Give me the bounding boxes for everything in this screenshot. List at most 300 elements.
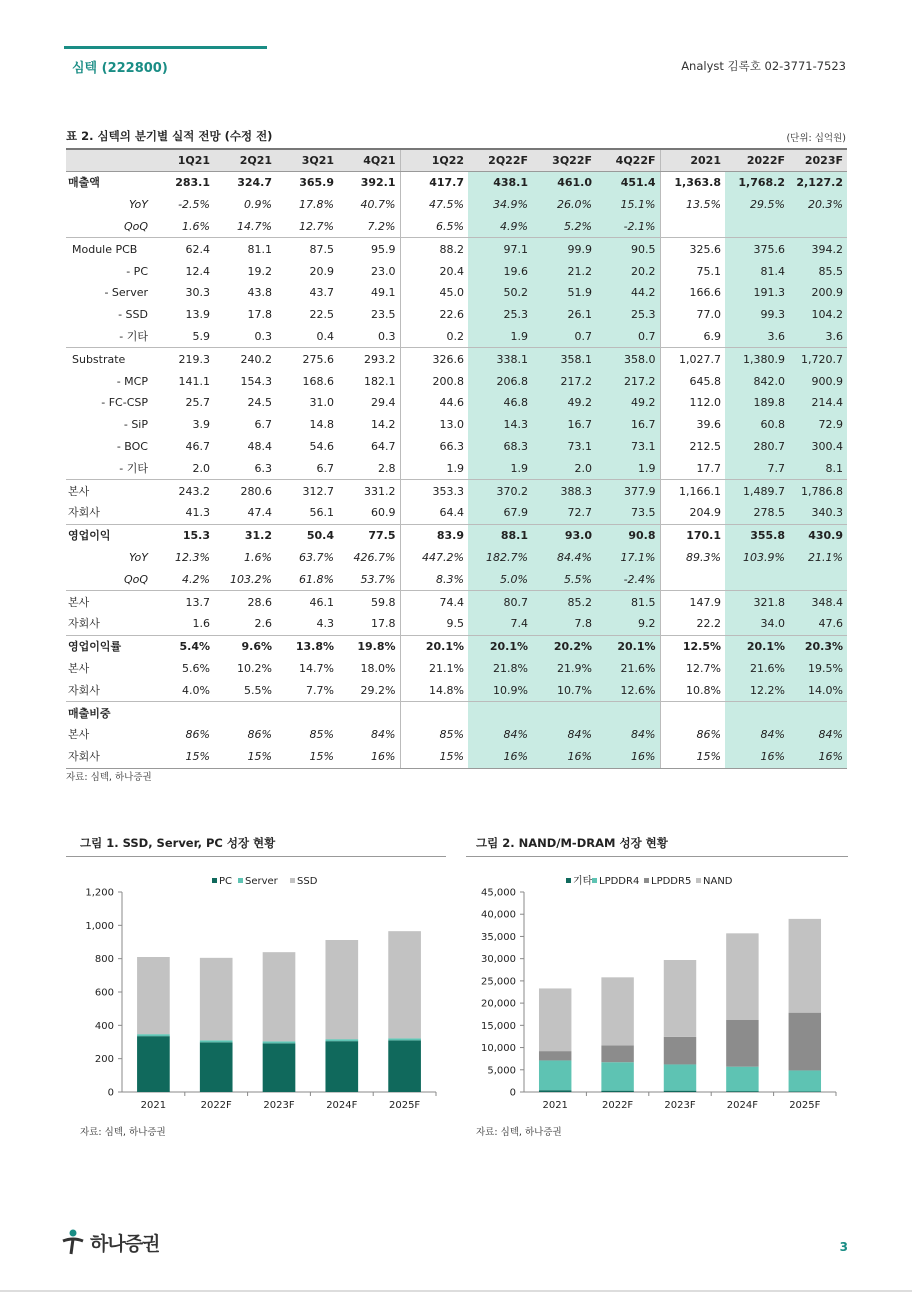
table-cell: 77.5 xyxy=(338,524,400,546)
row-label: 자회사 xyxy=(68,683,100,697)
bar-segment xyxy=(664,1091,696,1092)
table-cell: 45.0 xyxy=(400,282,468,304)
row-label: 자회사 xyxy=(66,746,152,768)
table-cell: 19.6 xyxy=(468,260,532,282)
table-cell: 2,127.2 xyxy=(789,172,847,194)
table-header-cell: 4Q21 xyxy=(338,149,400,172)
bar-segment xyxy=(325,1039,358,1041)
table-cell: 93.0 xyxy=(532,524,596,546)
table-cell: 84% xyxy=(789,724,847,746)
table-cell: 22.5 xyxy=(309,308,334,322)
table-cell: 4.9% xyxy=(468,216,532,238)
table-cell: 60.8 xyxy=(725,414,789,436)
table-cell: 49.2 xyxy=(596,392,660,414)
table-unit: (단위: 십억원) xyxy=(786,133,846,144)
table-cell: 5.2% xyxy=(532,216,596,238)
table-cell: 60.9 xyxy=(371,506,396,520)
table-cell: 104.2 xyxy=(789,304,847,326)
table-source: 자료: 심텍, 하나증권 xyxy=(66,772,152,783)
bar-segment xyxy=(726,933,758,1020)
table-cell: 5.5% xyxy=(532,568,596,590)
table-row xyxy=(66,746,847,768)
table-cell: 9.5 xyxy=(400,613,468,635)
table-cell: 219.3 xyxy=(152,348,214,370)
row-label: 영업이익률 xyxy=(66,635,152,657)
table-cell: 1,027.7 xyxy=(660,348,725,370)
table-cell: 417.7 xyxy=(400,172,468,194)
table-cell: 14.7% xyxy=(237,219,272,233)
table-cell: 68.3 xyxy=(468,436,532,458)
table-cell: 1.6 xyxy=(192,617,210,631)
y-tick-label: 1,000 xyxy=(85,920,114,932)
bar-segment xyxy=(263,952,296,1041)
table-cell: 90.8 xyxy=(596,524,660,546)
table-cell: 17.7 xyxy=(660,457,725,479)
table-cell: 19.5% xyxy=(789,658,847,680)
table-cell: 84% xyxy=(725,724,789,746)
legend-swatch xyxy=(644,878,649,883)
table-cell: 645.8 xyxy=(660,370,725,392)
table-cell: 24.5 xyxy=(247,396,272,410)
table-row xyxy=(66,348,847,370)
table-cell: 170.1 xyxy=(660,524,725,546)
bar-segment xyxy=(539,988,571,1051)
table-cell: 200.8 xyxy=(400,370,468,392)
table-cell: 16% xyxy=(468,746,532,768)
table-cell: 0.3 xyxy=(254,329,272,343)
x-tick-label: 2023F xyxy=(263,1100,295,1111)
table-cell: 85.2 xyxy=(532,591,596,613)
table-cell: 1.9 xyxy=(468,457,532,479)
table-cell: 447.2% xyxy=(400,547,468,569)
legend-label: PC xyxy=(219,876,233,887)
table-row xyxy=(66,635,847,657)
row-label: 본사 xyxy=(68,728,90,742)
table-cell: 84.4% xyxy=(532,547,596,569)
table-cell: 275.6 xyxy=(276,348,338,370)
table-cell: 370.2 xyxy=(468,480,532,502)
table-cell: 74.4 xyxy=(400,591,468,613)
table-row xyxy=(66,724,847,746)
table-row xyxy=(66,502,847,524)
table-cell: 13.7 xyxy=(152,591,214,613)
table-cell: 47.4 xyxy=(247,506,272,520)
table-cell: 2.6 xyxy=(254,617,272,631)
y-tick-label: 400 xyxy=(94,1020,114,1032)
table-cell: 3.6 xyxy=(789,326,847,348)
table-cell: 10.8% xyxy=(660,679,725,701)
table-cell: 300.4 xyxy=(789,436,847,458)
y-tick-label: 200 xyxy=(94,1054,114,1066)
table-cell: 39.6 xyxy=(660,414,725,436)
table-cell: 12.6% xyxy=(596,679,660,701)
table-cell: 0.7 xyxy=(596,326,660,348)
table-cell: 3.6 xyxy=(725,326,789,348)
table-cell: 14.7% xyxy=(299,661,334,675)
row-label: Module PCB xyxy=(66,238,152,260)
table-cell: 240.2 xyxy=(214,348,276,370)
table-cell: 62.4 xyxy=(152,238,214,260)
table-row xyxy=(66,216,847,238)
table-cell: 394.2 xyxy=(789,238,847,260)
table-cell: 14.8 xyxy=(309,418,334,432)
row-label: 본사 xyxy=(66,591,152,613)
table-cell: 1.6% xyxy=(244,550,272,564)
table-cell: 13.8% xyxy=(276,635,338,657)
table-cell: 16% xyxy=(596,746,660,768)
row-label: YoY xyxy=(129,550,148,564)
bar-segment xyxy=(789,1013,821,1071)
legend-label: SSD xyxy=(297,876,318,887)
row-label: YoY xyxy=(129,198,148,212)
table-cell: 44.6 xyxy=(400,392,468,414)
table-row xyxy=(66,613,847,635)
table-cell: 0.3 xyxy=(378,329,396,343)
table-cell: 321.8 xyxy=(725,591,789,613)
bar-segment xyxy=(388,1038,421,1040)
bar-segment xyxy=(539,1051,571,1060)
table-cell: 20.3% xyxy=(789,194,847,216)
table-cell: 842.0 xyxy=(725,370,789,392)
y-tick-label: 0 xyxy=(509,1087,516,1099)
table-cell: 14.8% xyxy=(400,679,468,701)
bar-segment xyxy=(388,931,421,1038)
table-row xyxy=(66,172,847,194)
table-cell: 217.2 xyxy=(532,370,596,392)
table-cell: 166.6 xyxy=(660,282,725,304)
table-cell: 1.9 xyxy=(400,457,468,479)
table-cell: 99.3 xyxy=(725,304,789,326)
table-cell: 29.5% xyxy=(725,194,789,216)
table-cell: 34.0 xyxy=(725,613,789,635)
table-cell: 84% xyxy=(371,728,396,742)
table-cell: 358.1 xyxy=(532,348,596,370)
table-cell: 29.4 xyxy=(371,396,396,410)
table-cell xyxy=(400,702,468,724)
table-cell: 377.9 xyxy=(596,480,660,502)
table-cell: 5.0% xyxy=(468,568,532,590)
table-cell: 43.8 xyxy=(247,286,272,300)
table-cell: 46.8 xyxy=(468,392,532,414)
legend-label: LPDDR5 xyxy=(651,876,692,887)
row-label: - SiP xyxy=(123,418,148,432)
table-cell: 331.2 xyxy=(338,480,400,502)
table-cell: 325.6 xyxy=(660,238,725,260)
table-cell: 17.1% xyxy=(596,547,660,569)
table-cell: 15% xyxy=(214,746,276,768)
table-cell xyxy=(660,216,725,238)
table-cell: 5.6% xyxy=(182,661,210,675)
table-cell: 29.2% xyxy=(360,683,396,697)
table-cell: 430.9 xyxy=(789,524,847,546)
table-cell: 189.8 xyxy=(725,392,789,414)
table-cell: 20.9 xyxy=(309,264,334,278)
y-tick-label: 800 xyxy=(94,954,114,966)
table-cell: 12.7% xyxy=(660,658,725,680)
y-tick-label: 15,000 xyxy=(481,1020,516,1032)
table-row xyxy=(66,436,847,458)
table-cell: 17.8% xyxy=(299,198,334,212)
y-tick-label: 1,200 xyxy=(85,887,114,899)
table-cell: 1,166.1 xyxy=(660,480,725,502)
bar-segment xyxy=(263,1043,296,1092)
figure2-rule xyxy=(466,856,848,857)
x-tick-label: 2021 xyxy=(140,1100,167,1111)
bar-segment xyxy=(200,1040,233,1042)
table-cell: 43.7 xyxy=(309,286,334,300)
table-cell: 47.6 xyxy=(789,613,847,635)
table-cell: 75.1 xyxy=(660,260,725,282)
bar-segment xyxy=(601,1091,633,1092)
table-cell: 16% xyxy=(789,746,847,768)
bar-segment xyxy=(726,1091,758,1092)
bar-segment xyxy=(601,1062,633,1090)
table-cell: 8.1 xyxy=(789,457,847,479)
table-cell: 14.3 xyxy=(468,414,532,436)
bar-segment xyxy=(789,919,821,1013)
table-cell: 4.2% xyxy=(182,572,210,586)
table-cell: 7.7 xyxy=(725,457,789,479)
table-cell: 6.7 xyxy=(316,461,334,475)
table-cell: 26.0% xyxy=(532,194,596,216)
table-cell: 56.1 xyxy=(309,506,334,520)
table-title: 표 2. 심텍의 분기별 실적 전망 (수정 전) xyxy=(66,129,273,143)
table-cell: 1,720.7 xyxy=(789,348,847,370)
table-cell: 7.2% xyxy=(367,219,396,233)
table-row xyxy=(66,370,847,392)
table-cell: 15% xyxy=(152,746,214,768)
table-cell: 20.1% xyxy=(596,635,660,657)
table-cell xyxy=(596,702,660,724)
table-cell: 89.3% xyxy=(660,547,725,569)
table-row xyxy=(66,304,847,326)
table-cell: 81.4 xyxy=(725,260,789,282)
bar-segment xyxy=(726,1020,758,1067)
table-cell: 461.0 xyxy=(532,172,596,194)
figure2-source: 자료: 심텍, 하나증권 xyxy=(476,1127,562,1138)
table-cell: 59.8 xyxy=(338,591,400,613)
table-cell: 243.2 xyxy=(152,480,214,502)
company-logo xyxy=(60,1228,159,1256)
table-cell xyxy=(276,702,338,724)
table-cell: 48.4 xyxy=(247,439,272,453)
legend-label: Server xyxy=(245,876,278,887)
table-cell: 86% xyxy=(247,728,272,742)
x-tick-label: 2024F xyxy=(726,1100,759,1111)
table-cell: 83.9 xyxy=(400,524,468,546)
bar-segment xyxy=(388,1040,421,1092)
table-cell: 19.8% xyxy=(338,635,400,657)
table-cell: 340.3 xyxy=(789,502,847,524)
table-cell: 50.2 xyxy=(468,282,532,304)
table-cell: 1.9 xyxy=(596,457,660,479)
figure1-source: 자료: 심텍, 하나증권 xyxy=(80,1127,166,1138)
table-cell: 95.9 xyxy=(338,238,400,260)
table-row xyxy=(66,457,847,479)
bar-segment xyxy=(539,1090,571,1092)
table-cell: 283.1 xyxy=(152,172,214,194)
table-cell: 16% xyxy=(532,746,596,768)
table-cell: 88.1 xyxy=(468,524,532,546)
table-cell: 13.0 xyxy=(400,414,468,436)
row-label: QoQ xyxy=(123,219,148,233)
table-header-cell: 1Q22 xyxy=(400,149,468,172)
table-cell: 182.1 xyxy=(364,374,396,388)
table-cell: 12.4 xyxy=(185,264,210,278)
table-cell xyxy=(152,702,214,724)
table-cell: 72.7 xyxy=(532,502,596,524)
table-header-cell: 2022F xyxy=(725,149,789,172)
table-cell xyxy=(789,702,847,724)
table-cell: 14.0% xyxy=(789,679,847,701)
table-cell: 13.5% xyxy=(660,194,725,216)
table-cell: 7.8 xyxy=(532,613,596,635)
row-label: - BOC xyxy=(116,439,148,453)
row-label: - Server xyxy=(104,286,148,300)
table-cell: 1.9 xyxy=(468,326,532,348)
table-cell: 21.9% xyxy=(532,658,596,680)
table-cell: 85% xyxy=(309,728,334,742)
table-cell: 147.9 xyxy=(660,591,725,613)
table-cell: 358.0 xyxy=(596,348,660,370)
legend-swatch xyxy=(592,878,597,883)
table-cell: 51.9 xyxy=(532,282,596,304)
table-cell: 4.0% xyxy=(182,683,210,697)
bar-segment xyxy=(200,1042,233,1092)
table-cell: 54.6 xyxy=(309,439,334,453)
table-cell xyxy=(660,702,725,724)
table-cell: 46.1 xyxy=(276,591,338,613)
table-cell: 31.0 xyxy=(309,396,334,410)
table-cell: 85% xyxy=(400,724,468,746)
x-tick-label: 2024F xyxy=(326,1100,358,1111)
table-cell: 0.4 xyxy=(316,329,334,343)
table-cell: 49.2 xyxy=(532,392,596,414)
table-cell: 16.7 xyxy=(596,414,660,436)
row-label: 본사 xyxy=(66,480,152,502)
legend-swatch xyxy=(290,878,295,883)
table-cell: 64.4 xyxy=(400,502,468,524)
table-cell: 3.9 xyxy=(192,418,210,432)
legend-swatch xyxy=(238,878,243,883)
table-cell: 5.9 xyxy=(192,329,210,343)
table-header-row xyxy=(66,149,847,172)
table-cell: 8.3% xyxy=(400,568,468,590)
table-row xyxy=(66,194,847,216)
table-cell: 204.9 xyxy=(660,502,725,524)
table-cell: 61.8% xyxy=(299,572,334,586)
row-label: - 기타 xyxy=(119,461,148,475)
table-cell: 2.0 xyxy=(192,461,210,475)
table-cell xyxy=(725,216,789,238)
figure1-chart xyxy=(66,870,446,1124)
bar-segment xyxy=(664,1064,696,1090)
table-cell: 22.6 xyxy=(400,304,468,326)
legend-label: 기타 xyxy=(573,876,593,887)
table-cell: 312.7 xyxy=(276,480,338,502)
table-cell xyxy=(725,702,789,724)
table-cell: 20.2 xyxy=(596,260,660,282)
table-cell: 73.1 xyxy=(532,436,596,458)
legend-label: LPDDR4 xyxy=(599,876,640,887)
table-cell: 20.4 xyxy=(400,260,468,282)
table-cell: 40.7% xyxy=(360,198,396,212)
table-cell: 25.3 xyxy=(596,304,660,326)
y-tick-label: 5,000 xyxy=(487,1065,516,1077)
table-cell: 7.4 xyxy=(468,613,532,635)
table-cell: 26.1 xyxy=(532,304,596,326)
table-cell: 16% xyxy=(725,746,789,768)
table-cell: 53.7% xyxy=(360,572,396,586)
table-cell: 97.1 xyxy=(468,238,532,260)
table-cell: 47.5% xyxy=(400,194,468,216)
table-cell: 86% xyxy=(660,724,725,746)
table-cell: 6.5% xyxy=(400,216,468,238)
table-cell: 1,786.8 xyxy=(789,480,847,502)
table-cell: 7.7% xyxy=(306,683,334,697)
table-cell: 365.9 xyxy=(276,172,338,194)
table-cell: 25.7 xyxy=(185,396,210,410)
table-cell: 5.5% xyxy=(244,683,272,697)
table-cell: 21.8% xyxy=(468,658,532,680)
row-label: - 기타 xyxy=(119,329,148,343)
bar-segment xyxy=(263,1041,296,1043)
row-label: 자회사 xyxy=(68,506,100,520)
table-cell: 18.0% xyxy=(360,661,396,675)
header-accent-line xyxy=(64,46,267,49)
table-cell: 66.3 xyxy=(400,436,468,458)
y-tick-label: 35,000 xyxy=(481,931,516,943)
table-cell: 21.6% xyxy=(725,658,789,680)
x-tick-label: 2022F xyxy=(200,1100,232,1111)
table-cell: 16.7 xyxy=(532,414,596,436)
table-cell: 6.7 xyxy=(254,418,272,432)
bar-segment xyxy=(726,1067,758,1091)
table-cell: 81.1 xyxy=(214,238,276,260)
table-cell: 280.6 xyxy=(214,480,276,502)
table-cell: 141.1 xyxy=(178,374,210,388)
x-tick-label: 2021 xyxy=(542,1100,568,1111)
table-cell xyxy=(789,568,847,590)
table-cell xyxy=(214,702,276,724)
table-cell: 12.5% xyxy=(660,635,725,657)
table-cell: 90.5 xyxy=(596,238,660,260)
table-cell: 2.0 xyxy=(532,457,596,479)
y-tick-label: 30,000 xyxy=(481,954,516,966)
table-cell: 21.1% xyxy=(789,547,847,569)
table-cell: 103.2% xyxy=(230,572,272,586)
table-cell: 12.7% xyxy=(299,219,334,233)
table-cell: 44.2 xyxy=(596,282,660,304)
table-header-cell: 2Q22F xyxy=(468,149,532,172)
table-row xyxy=(66,480,847,502)
bar-segment xyxy=(539,1060,571,1090)
table-cell: 375.6 xyxy=(725,238,789,260)
table-cell: 1,363.8 xyxy=(660,172,725,194)
table-cell: 182.7% xyxy=(468,547,532,569)
table-cell: 84% xyxy=(596,724,660,746)
table-cell: 73.5 xyxy=(596,502,660,524)
table-row xyxy=(66,392,847,414)
bar-segment xyxy=(137,957,170,1034)
table-cell: 81.5 xyxy=(596,591,660,613)
table-cell: 293.2 xyxy=(338,348,400,370)
table-cell: 15.3 xyxy=(152,524,214,546)
table-cell: 112.0 xyxy=(660,392,725,414)
table-cell: 63.7% xyxy=(299,550,334,564)
table-cell xyxy=(725,568,789,590)
table-cell: 15% xyxy=(400,746,468,768)
